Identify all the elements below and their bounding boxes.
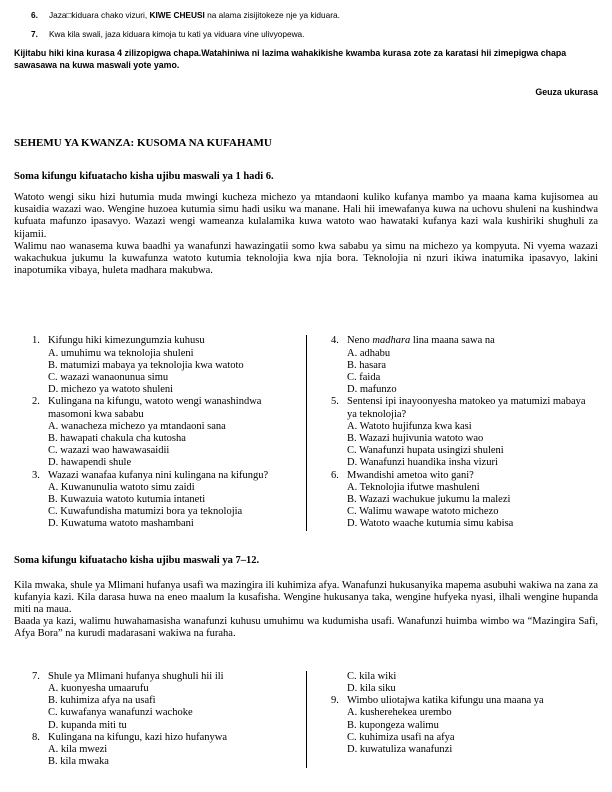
answer-option: B. Wazazi hujivunia watoto wao <box>347 433 484 445</box>
question-number: 4. <box>331 335 339 347</box>
stem-text: Kulingana na kifungu, watoto wengi wanashindwa masomoni kwa sababu <box>48 396 262 420</box>
stem-text: Kulingana na kifungu, kazi hizo hufanywa <box>48 731 228 743</box>
question-body <box>48 335 280 396</box>
answer-option: A. Teknolojia ifutwe mashuleni <box>347 481 480 493</box>
answer-option: D. michezo ya watoto shuleni <box>48 384 174 396</box>
question-number <box>331 671 347 695</box>
answer-option: C. Walimu wawape watoto michezo <box>347 506 499 518</box>
question-stem <box>347 335 594 347</box>
questions-1-to-6 <box>14 335 598 530</box>
passage1-paragraph-2: Walimu nao wanasema kuwa baadhi ya wanafunzi hawazingatii somo kwa sababu ya simu na michezo ya kompyuta. Ni vyema wazazi wakachukua jukumu la kuwafunza watoto kutumia teknolojia kwa njia bora. Teknolojia ni nzuri ikiwa inatumika ipasavyo, lakini inapotumika vibaya, huleta madhara makubwa. <box>14 240 598 277</box>
turn-page-note: Geuza ukurasa <box>535 87 598 97</box>
stem-text: Wazazi wanafaa kufanya nini kulingana na kifungu? <box>48 469 269 481</box>
answer-option: A. adhabu <box>347 347 391 359</box>
general-instructions <box>14 10 598 97</box>
answer-option: B. hasara <box>347 359 387 371</box>
question-number: 8. <box>32 731 40 743</box>
question-column-left <box>14 335 306 530</box>
answer-option: B. Wazazi wachukue jukumu la malezi <box>347 494 511 506</box>
answer-option: A. kusherehekea urembo <box>347 707 452 719</box>
instruction-text <box>49 10 340 20</box>
question-stem <box>347 470 594 482</box>
question-stem <box>48 335 280 347</box>
question-column-right <box>307 671 598 769</box>
answer-option: A. umuhimu wa teknolojia shuleni <box>48 347 194 359</box>
answer-option: C. kuwafanya wanafunzi wachoke <box>48 707 193 719</box>
answer-option: A. kuonyesha umaarufu <box>48 682 149 694</box>
question <box>32 470 280 531</box>
answer-option: D. Wanafunzi huandika insha vizuri <box>347 457 498 469</box>
answer-option: C. wazazi wanaonunua simu <box>48 372 169 384</box>
stem-italic-word: madhara <box>372 335 411 347</box>
answer-option: D. Watoto waache kutumia simu kabisa <box>347 518 514 530</box>
question-stem <box>48 396 280 420</box>
instruction-item-7 <box>31 29 598 39</box>
question-body <box>347 671 594 695</box>
answer-option: B. hawapati chakula cha kutosha <box>48 433 186 445</box>
stem-text: Kifungu hiki kimezungumzia kuhusu <box>48 335 205 347</box>
answer-option: A. Watoto hujifunza kwa kasi <box>347 420 472 432</box>
question <box>32 732 280 769</box>
question-body <box>48 470 280 531</box>
passage1-paragraph-1: Watoto wengi siku hizi hutumia muda mwingi kucheza michezo ya mtandaoni kuliko kufanya mambo ya maana kama kujisomea au kusaidia wazazi wao. Wengine huzoea kutumia simu hadi usiku wa manane. Hali hii imewafanya kuwa na uchovu shuleni na kushindwa kufuata mafunzo ipasavyo. Wazazi wengi wameanza kulalamika kuwa watoto wao hawataki kufanya kazi wala kushiriki shughuli za kijamii. <box>14 192 598 240</box>
questions-7-to-12 <box>14 671 598 769</box>
question <box>32 671 280 732</box>
answer-option: C. Kuwafundisha matumizi bora ya teknolojia <box>48 506 243 518</box>
instruction-text-pre: Kwa kila swali, jaza kiduara kimoja tu kati ya viduara vine ulivyopewa. <box>49 29 305 39</box>
passage1-instruction: Soma kifungu kifuatacho kisha ujibu maswali ya 1 hadi 6. <box>14 171 274 182</box>
question-stem <box>347 396 594 420</box>
answer-option: C. wazazi wao hawawasaidii <box>48 445 170 457</box>
answer-option: B. matumizi mabaya ya teknolojia kwa watoto <box>48 359 244 371</box>
instruction-text <box>49 29 304 39</box>
question-stem <box>48 732 280 744</box>
answer-option: B. kupongeza walimu <box>347 719 439 731</box>
question-body <box>48 671 280 732</box>
question-column-right <box>307 335 598 530</box>
answer-option: D. hawapendi shule <box>48 457 132 469</box>
answer-option: C. Wanafunzi hupata usingizi shuleni <box>347 445 504 457</box>
instruction-number: 7. <box>31 29 38 39</box>
question-number: 2. <box>32 396 40 408</box>
question-number: 3. <box>32 469 40 481</box>
question-number: 5. <box>331 396 339 408</box>
answer-option: B. kila mwaka <box>48 756 109 768</box>
question-stem <box>48 671 280 683</box>
question <box>331 335 594 396</box>
instruction-number: 6. <box>31 10 38 20</box>
question-number: 1. <box>32 335 40 347</box>
instruction-item-6 <box>31 10 598 20</box>
answer-option: D. kupanda miti tu <box>48 719 127 731</box>
stem-text: Wimbo uliotajwa katika kifungu una maana ya <box>347 695 544 707</box>
stem-text: Shule ya Mlimani hufanya shughuli hii ili <box>48 670 224 682</box>
question-body <box>347 335 594 396</box>
answer-option: B. kuhimiza afya na usafi <box>48 695 156 707</box>
answer-option: B. Kuwazuia watoto kutumia intaneti <box>48 494 206 506</box>
passage2-paragraph-1: Kila mwaka, shule ya Mlimani hufanya usafi wa mazingira ili kuhimiza afya. Wanafunzi hukusanyika mapema asubuhi wakiwa na zana za kufanyia kazi. Kila darasa huwa na eneo maalum la kusafisha. Wengine hukusanya taka, wengine hufyeka nyasi, ilhali wengine hupanda miti na maua. <box>14 579 598 616</box>
question-stem <box>347 695 594 707</box>
instruction-text-bold: KIWE CHEUSI <box>149 10 205 20</box>
answer-option: D. mafunzo <box>347 384 397 396</box>
instruction-text-pre: Jaza□kiduara chako vizuri, <box>49 10 150 20</box>
answer-option: D. Kuwatuma watoto mashambani <box>48 518 194 530</box>
question-number: 6. <box>331 469 339 481</box>
question-body <box>347 470 594 531</box>
question <box>331 470 594 531</box>
question-body <box>48 396 280 469</box>
answer-option: D. kila siku <box>347 682 396 694</box>
question <box>331 671 594 695</box>
answer-option: A. Kuwanunulia watoto simu zaidi <box>48 481 195 493</box>
question <box>32 396 280 469</box>
stem-text: lina maana sawa na <box>410 335 495 347</box>
stem-text: Mwandishi ametoa wito gani? <box>347 469 474 481</box>
question-body <box>347 396 594 469</box>
section-heading: SEHEMU YA KWANZA: KUSOMA NA KUFAHAMU <box>14 137 272 149</box>
question-stem <box>48 470 280 482</box>
answer-option: C. kuhimiza usafi na afya <box>347 731 455 743</box>
answer-option: D. kuwatuliza wanafunzi <box>347 743 453 755</box>
question-body <box>347 695 594 756</box>
question-number: 7. <box>32 670 40 682</box>
question-number: 9. <box>331 695 339 707</box>
question-body <box>48 732 280 769</box>
answer-option: A. wanacheza michezo ya mtandaoni sana <box>48 420 226 432</box>
question <box>331 695 594 756</box>
question-column-left <box>14 671 306 769</box>
booklet-note: Kijitabu hiki kina kurasa 4 zilizopigwa chapa.Watahiniwa ni lazima wahakikishe kwamba kurasa zote za karatasi hii zimepigwa chapa sawasawa na kuwa maswali yote yamo. <box>14 48 567 70</box>
question <box>32 335 280 396</box>
answer-option: C. kila wiki <box>347 670 397 682</box>
answer-option: A. kila mwezi <box>48 743 108 755</box>
passage2-paragraph-2: Baada ya kazi, walimu huwahamasisha wanafunzi kuhusu umuhimu wa kudumisha usafi. Wanafunzi huimba wimbo wa “Mazingira Safi, Afya Bora” na kurudi madarasani wakiwa na furaha. <box>14 616 598 640</box>
stem-text: Neno <box>347 335 373 347</box>
stem-text: Sentensi ipi inayoonyesha matokeo ya matumizi mabaya ya teknolojia? <box>347 396 586 420</box>
question <box>331 396 594 469</box>
passage2-instruction: Soma kifungu kifuatacho kisha ujibu maswali ya 7–12. <box>14 554 260 566</box>
answer-option: C. faida <box>347 372 381 384</box>
instruction-text-post: na alama zisijitokeze nje ya kiduara. <box>204 10 340 20</box>
